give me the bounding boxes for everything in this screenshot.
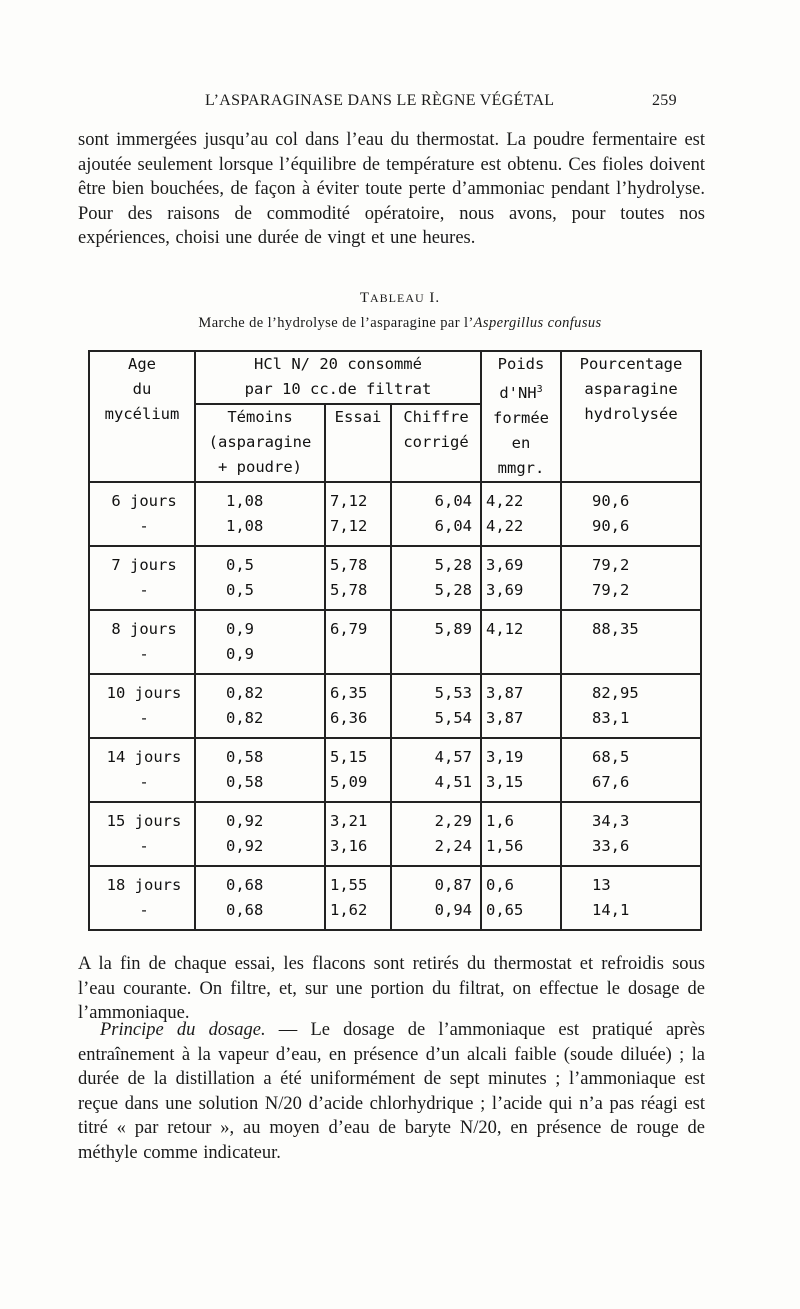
cell-chiffre: 5,28 [391,546,481,578]
intro-paragraph: sont immergées jusqu’au col dans l’eau du thermostat. La poudre fermentaire est ajoutée seulement lorsque l’équilibre de température est obtenu. Ces fioles doivent être bien bouchées, de façon à éviter toute perte d’ammoniac pendant l’hydrolyse. Pour des raisons de commodité opératoire, nous avons, pour toutes nos expériences, choisi une durée de vingt et une heures. [78,130,705,249]
cell-chiffre: 5,54 [391,706,481,738]
cell-age: 8 jours [89,610,195,642]
cell-poids: 0,65 [481,898,561,930]
header-chiffre [391,404,481,482]
cell-chiffre: 5,28 [391,578,481,610]
table-subtitle-species: Aspergillus confusus [473,315,602,331]
header-age [89,351,195,482]
cell-essai: 6,35 [325,674,391,706]
cell-temoin: 0,5 [195,578,325,610]
header-age-line: mycélium [104,405,180,423]
header-chiffre-line: Chiffre [403,407,469,426]
cell-essai: 1,55 [325,866,391,898]
cell-pct [561,642,701,674]
cell-poids: 1,6 [481,802,561,834]
header-chiffre-line: corrigé [403,432,469,451]
cell-essai: 5,09 [325,770,391,802]
table-row [89,546,701,578]
header-essai [325,404,391,482]
cell-age: - [89,706,195,738]
header-poids-sup: 3 [536,384,543,395]
principle-paragraph [78,1018,705,1166]
header-pct-line: asparagine [584,380,678,398]
cell-essai: 6,79 [325,610,391,642]
cell-temoin: 0,82 [195,674,325,706]
cell-age: 15 jours [89,802,195,834]
cell-age: 6 jours [89,482,195,514]
header-hcl-line: HCl N/ 20 consommé [254,355,422,373]
cell-poids: 4,22 [481,514,561,546]
cell-essai [325,642,391,674]
header-poids-line: formée [493,409,549,427]
cell-chiffre [391,642,481,674]
cell-pct: 90,6 [561,482,701,514]
cell-pct: 90,6 [561,514,701,546]
cell-pct: 67,6 [561,770,701,802]
table-row [89,898,701,930]
header-temoins-line: + poudre) [218,457,302,476]
table-row [89,514,701,546]
header-pct-line: hydrolysée [584,405,678,423]
cell-chiffre: 5,89 [391,610,481,642]
principle-text: — Le dosage de l’ammoniaque est pratiqué après entraînement à la vapeur d’eau, en présence d’un alcali faible (soude diluée) ; la durée de la distillation a été uniformément de sept minutes ; l’ammoniaque est reçue dans une solution N/20 d’acide chlorhydrique ; l’acide qui n’a pas réagi est titré « par retour », au moyen d’eau de baryte N/20, en présence de rouge de méthyle comme indicateur. [78,1020,705,1163]
cell-pct: 88,35 [561,610,701,642]
table-label-initial: T [359,290,370,306]
cell-pct: 83,1 [561,706,701,738]
cell-pct: 79,2 [561,578,701,610]
cell-temoin: 1,08 [195,514,325,546]
cell-poids: 3,19 [481,738,561,770]
running-header [0,92,800,116]
cell-essai: 5,78 [325,546,391,578]
cell-chiffre: 6,04 [391,514,481,546]
cell-temoin: 0,58 [195,770,325,802]
cell-age: - [89,898,195,930]
header-temoins-line: Témoins [227,407,293,426]
cell-age: - [89,514,195,546]
table-row [89,482,701,514]
cell-age: 7 jours [89,546,195,578]
cell-chiffre: 5,53 [391,674,481,706]
cell-pct: 79,2 [561,546,701,578]
table-row [89,834,701,866]
cell-essai: 7,12 [325,514,391,546]
cell-age: 10 jours [89,674,195,706]
after-paragraph: A la fin de chaque essai, les flacons sont retirés du thermostat et refroidis sous l’eau courante. On filtre, et, sur une portion du filtrat, on effectue le dosage de l’ammoniaque. [78,954,705,1024]
cell-temoin: 0,9 [195,642,325,674]
cell-pct: 34,3 [561,802,701,834]
header-poids-line: Poids [497,355,545,373]
cell-chiffre: 0,94 [391,898,481,930]
running-title: L’ASPARAGINASE DANS LE RÈGNE VÉGÉTAL [205,92,555,109]
cell-pct: 14,1 [561,898,701,930]
cell-temoin: 0,82 [195,706,325,738]
header-age-line: du [132,380,152,398]
cell-poids: 4,12 [481,610,561,642]
header-poids-nh: d'NH [499,384,537,402]
cell-poids: 1,56 [481,834,561,866]
page-number: 259 [652,92,677,109]
header-temoins-line: (asparagine [208,432,312,451]
table-row [89,674,701,706]
cell-pct: 33,6 [561,834,701,866]
cell-essai: 3,16 [325,834,391,866]
cell-poids [481,642,561,674]
cell-temoin: 0,5 [195,546,325,578]
cell-temoin: 0,58 [195,738,325,770]
header-hcl [195,351,481,404]
header-pct [561,351,701,482]
cell-temoin: 0,9 [195,610,325,642]
cell-chiffre: 4,57 [391,738,481,770]
cell-temoin: 0,68 [195,898,325,930]
table-number: I. [429,290,441,306]
cell-essai: 1,62 [325,898,391,930]
table-body [89,482,701,930]
table-subtitle [0,315,800,332]
cell-essai: 6,36 [325,706,391,738]
cell-chiffre: 2,24 [391,834,481,866]
table-label-rest: ABLEAU [370,291,425,305]
cell-poids: 0,6 [481,866,561,898]
table-row [89,642,701,674]
table-row [89,610,701,642]
cell-age: - [89,578,195,610]
cell-age: 18 jours [89,866,195,898]
cell-pct: 13 [561,866,701,898]
header-age-line: Age [128,355,156,373]
cell-poids: 3,87 [481,674,561,706]
cell-temoin: 0,92 [195,802,325,834]
cell-age: 14 jours [89,738,195,770]
header-poids [481,351,561,482]
cell-poids: 3,15 [481,770,561,802]
cell-poids: 3,69 [481,578,561,610]
cell-chiffre: 4,51 [391,770,481,802]
cell-pct: 82,95 [561,674,701,706]
header-hcl-line: par 10 cc.de filtrat [244,380,432,398]
table-row [89,770,701,802]
header-essai-text: Essai [334,407,382,426]
cell-chiffre: 6,04 [391,482,481,514]
cell-essai: 3,21 [325,802,391,834]
cell-temoin: 0,68 [195,866,325,898]
header-poids-line: mmgr. [497,459,545,477]
header-temoins [195,404,325,482]
cell-essai: 5,15 [325,738,391,770]
table-row [89,802,701,834]
cell-poids: 3,87 [481,706,561,738]
cell-essai: 7,12 [325,482,391,514]
principle-heading: Principe du dosage. [100,1020,266,1040]
cell-poids: 4,22 [481,482,561,514]
cell-temoin: 1,08 [195,482,325,514]
cell-temoin: 0,92 [195,834,325,866]
cell-essai: 5,78 [325,578,391,610]
header-poids-line: en [511,434,531,452]
results-table [88,350,702,931]
header-poids-line [482,377,560,406]
table-label [0,290,800,307]
table-row [89,578,701,610]
cell-chiffre: 2,29 [391,802,481,834]
cell-pct: 68,5 [561,738,701,770]
cell-poids: 3,69 [481,546,561,578]
table-subtitle-text: Marche de l’hydrolyse de l’asparagine par l’ [198,315,474,331]
cell-age: - [89,770,195,802]
table-row [89,706,701,738]
cell-chiffre: 0,87 [391,866,481,898]
table-row [89,738,701,770]
cell-age: - [89,834,195,866]
header-pct-line: Pourcentage [579,355,683,373]
table-row [89,866,701,898]
cell-age: - [89,642,195,674]
